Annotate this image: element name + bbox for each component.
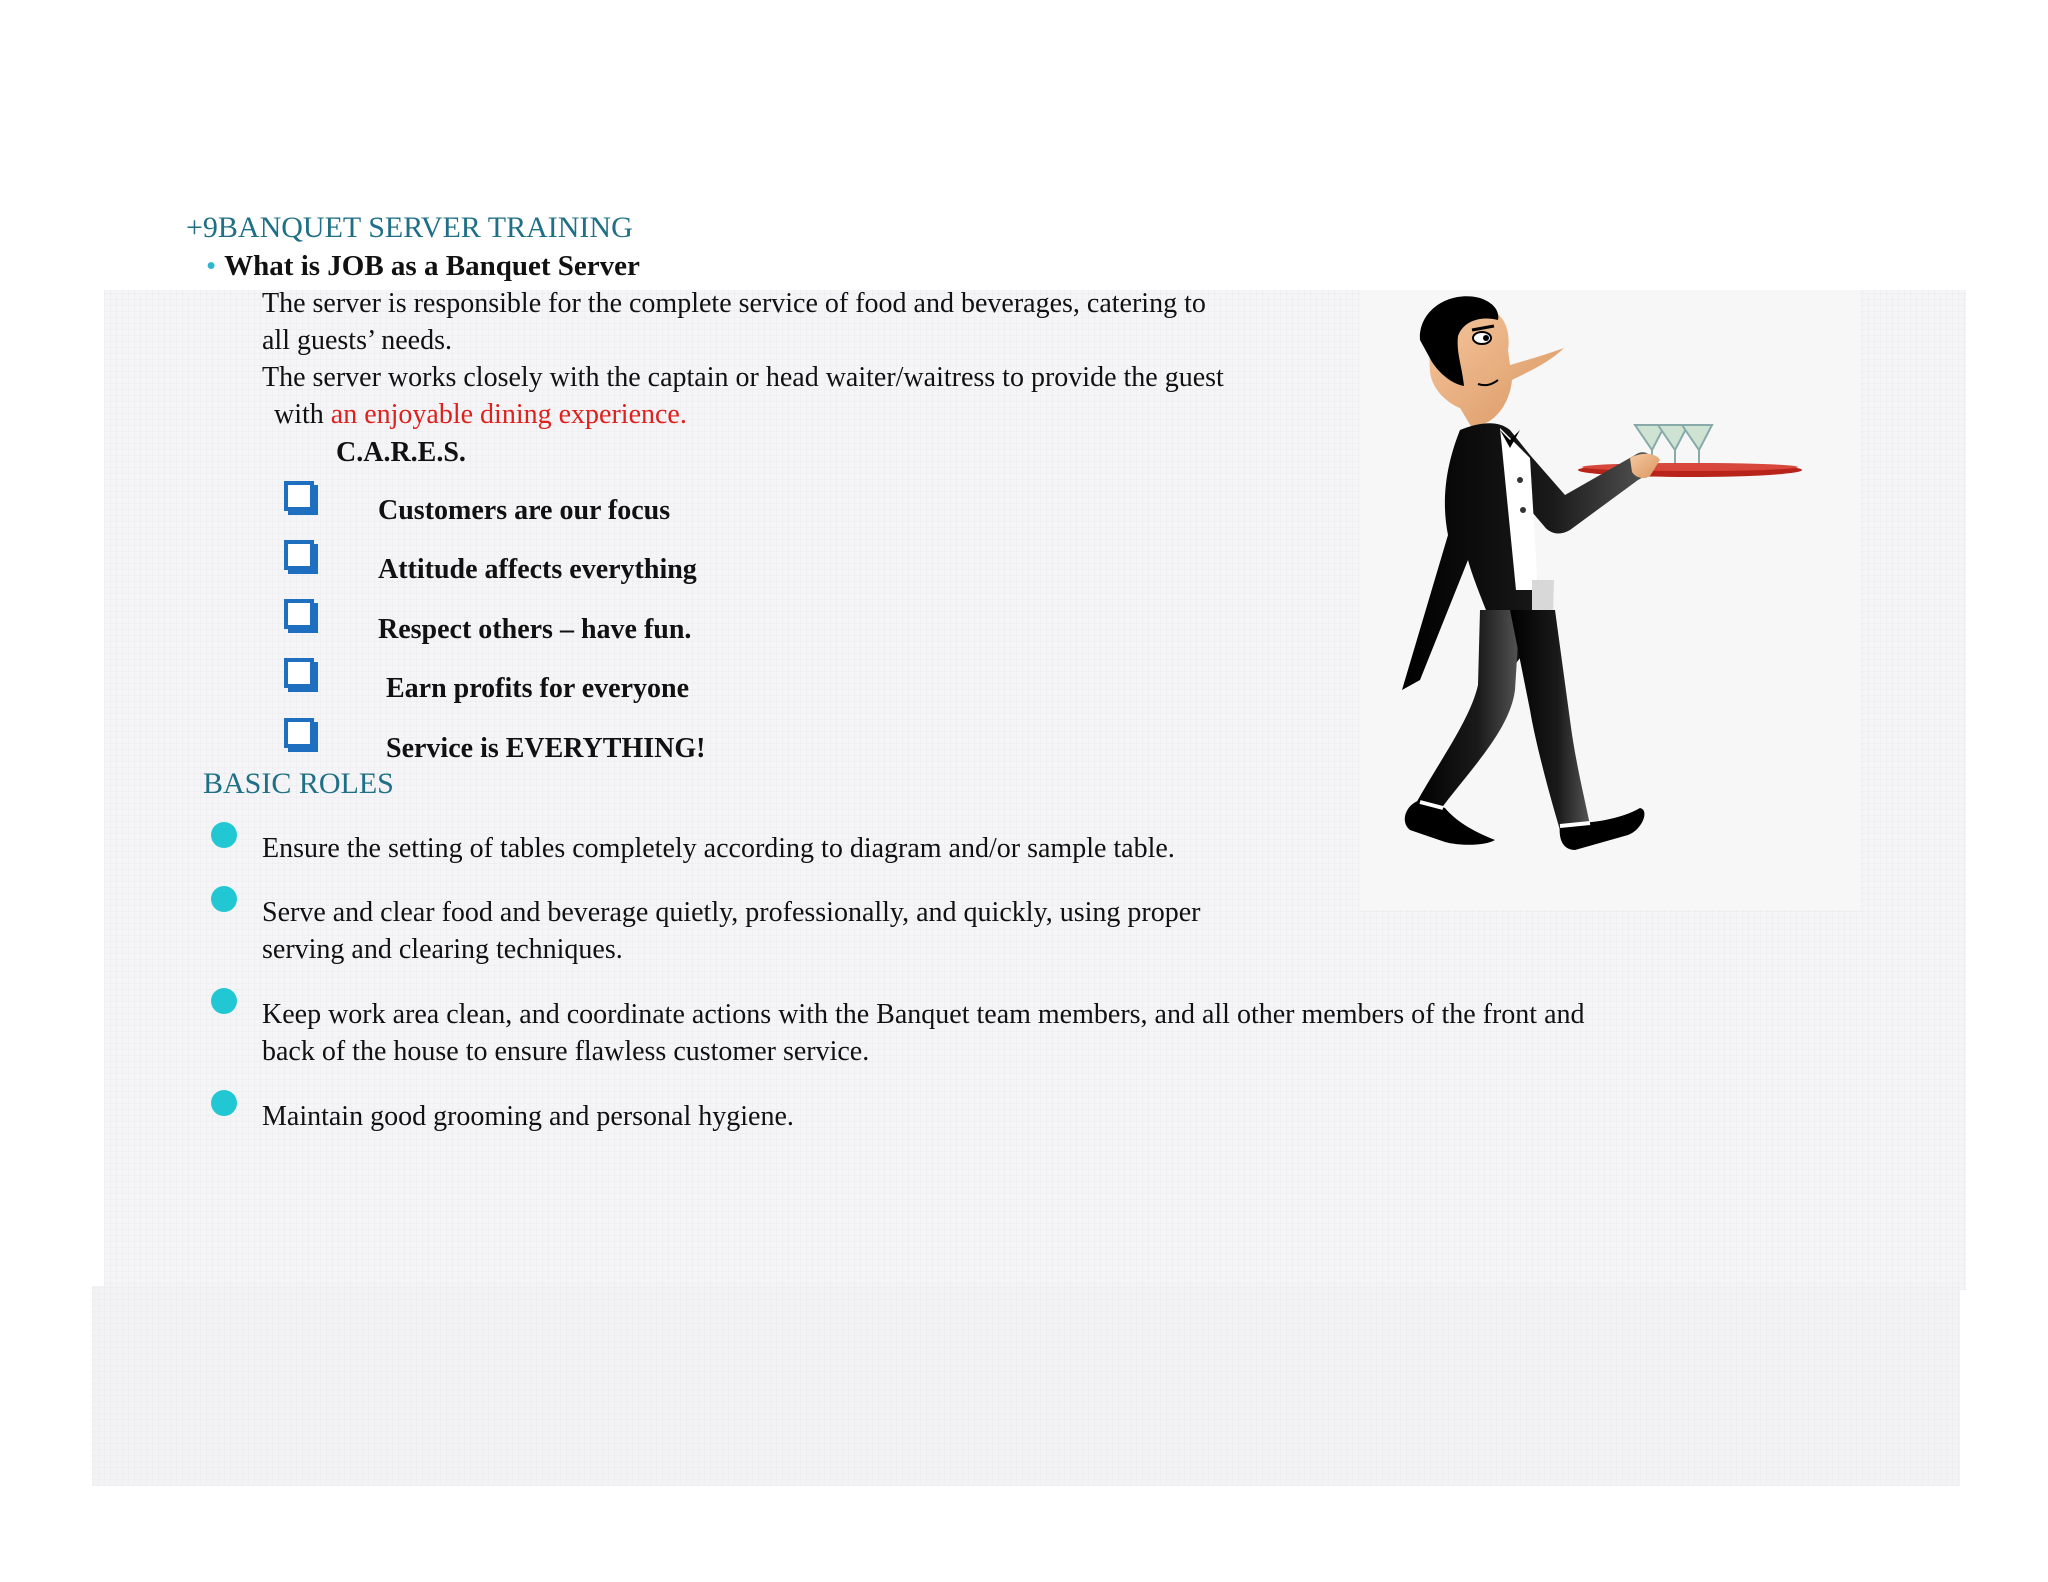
cares-item: Earn profits for everyone	[386, 673, 690, 704]
cares-item: Attitude affects everything	[378, 554, 697, 585]
job-paragraph-2-line-2	[274, 397, 687, 433]
slide-background-lower	[92, 1286, 1960, 1486]
cares-item: Respect others – have fun.	[378, 614, 692, 645]
basic-roles-heading: BASIC ROLES	[203, 767, 394, 800]
checkbox-icon	[284, 599, 314, 629]
bullet-icon	[211, 988, 237, 1014]
job-paragraph-2-line-1: The server works closely with the captain or head waiter/waitress to provide the guest	[262, 362, 1224, 393]
checkbox-icon	[284, 718, 314, 748]
job-paragraph-2-prefix: with	[274, 399, 324, 430]
job-paragraph-2-highlight: an enjoyable dining experience.	[330, 399, 687, 430]
role-item-line-1: Ensure the setting of tables completely according to diagram and/or sample table.	[262, 833, 1175, 864]
cares-item: Service is EVERYTHING!	[386, 733, 706, 764]
cares-heading: C.A.R.E.S.	[336, 437, 466, 468]
waiter-icon	[1360, 290, 1860, 910]
role-item-line-2: serving and clearing techniques.	[262, 934, 623, 965]
checkbox-icon	[284, 540, 314, 570]
job-paragraph-1-line-1: The server is responsible for the complete service of food and beverages, catering to	[262, 288, 1206, 319]
bullet-icon	[211, 1090, 237, 1116]
job-paragraph-1-line-2: all guests’ needs.	[262, 325, 452, 356]
job-heading-text: What is JOB as a Banquet Server	[224, 250, 640, 282]
role-item-line-2: back of the house to ensure flawless customer service.	[262, 1036, 870, 1067]
job-heading	[206, 248, 640, 284]
bullet-icon	[211, 822, 237, 848]
role-item-line-1: Keep work area clean, and coordinate actions with the Banquet team members, and all other members of the front and	[262, 999, 1585, 1030]
role-item-line-1: Maintain good grooming and personal hygiene.	[262, 1101, 794, 1132]
bullet-icon: •	[206, 250, 217, 282]
cares-item: Customers are our focus	[378, 495, 671, 526]
checkbox-icon	[284, 481, 314, 511]
checkbox-icon	[284, 658, 314, 688]
role-item-line-1: Serve and clear food and beverage quietly, professionally, and quickly, using proper	[262, 897, 1201, 928]
bullet-icon	[211, 886, 237, 912]
page-title: +9BANQUET SERVER TRAINING	[186, 211, 633, 244]
